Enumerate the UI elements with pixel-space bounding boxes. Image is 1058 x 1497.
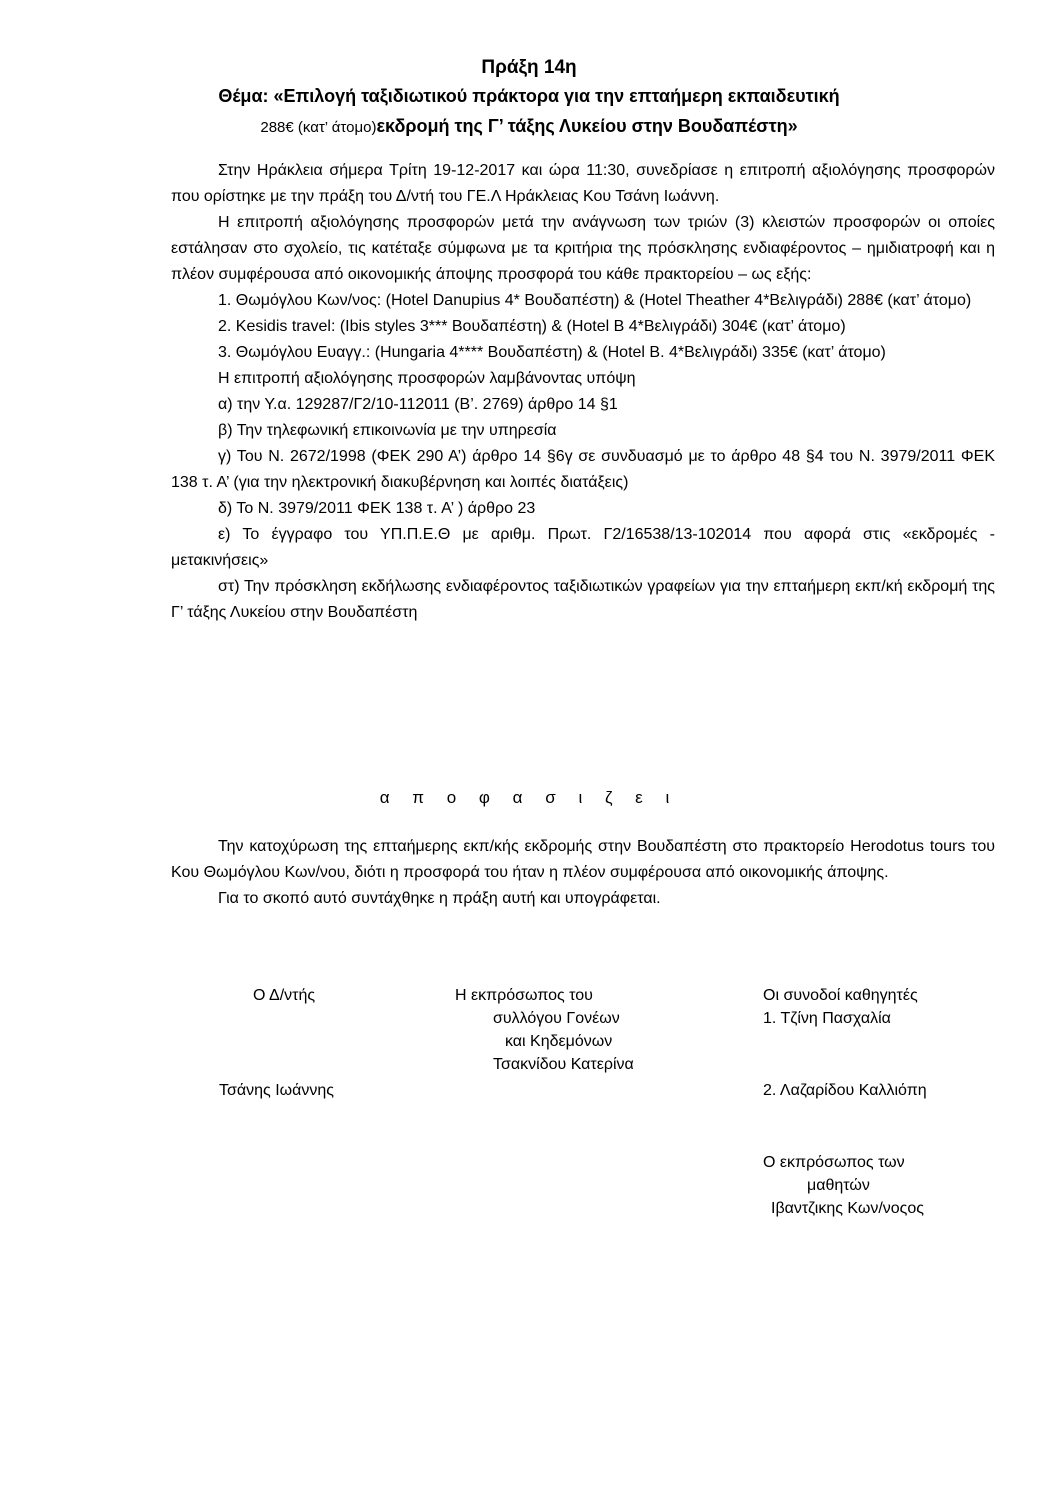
reference-f: στ) Την πρόσκληση εκδήλωσης ενδιαφέροντος ταξιδιωτικών γραφείων για την επταήμερη εκπ/κή εκδρομή της Γ’ τάξης Λυκείου στην Βουδαπέστη <box>171 578 995 621</box>
document-body <box>171 158 995 626</box>
signature-teacher-2 <box>763 1079 927 1102</box>
reference-e: ε) Το έγγραφο του ΥΠ.Π.Ε.Θ με αριθμ. Πρωτ. Γ2/16538/13-102014 που αφορά στις «εκδρομές - μετακινήσεις» <box>171 526 995 569</box>
parents-role-2: συλλόγου Γονέων <box>493 1010 620 1027</box>
students-role-2: μαθητών <box>807 1177 870 1194</box>
subject-line-1: Θέμα: «Επιλογή ταξιδιωτικού πράκτορα για την επταήμερη εκπαιδευτική <box>218 86 840 106</box>
signature-parents <box>455 984 685 1076</box>
teacher-1: 1. Τζίνη Πασχαλία <box>763 1010 891 1027</box>
paragraph-evaluation: Η επιτροπή αξιολόγησης προσφορών μετά την ανάγνωση των τριών (3) κλειστών προσφορών οι οποίες εστάλησαν στο σχολείο, τις κατέταξε σύμφωνα με τα κριτήρια της πρόσκλησης ενδιαφέροντος – ημιδιατροφή και η πλέον συμφέρουσα από οικονομικής άποψης προσφορά του κάθε πρακτορείου – ως εξής: <box>171 214 995 283</box>
conclusion-paragraph: Την κατοχύρωση της επταήμερης εκπ/κής εκδρομής στην Βουδαπέστη στο πρακτορείο Herodotus tours του Κου Θωμόγλου Κων/νου, διότι η προσφορά του ήταν η πλέον συμφέρουσα από οικονομικής άποψης. <box>171 838 995 881</box>
parents-role-1: Η εκπρόσωπος του <box>455 987 593 1004</box>
reference-d: δ) Το Ν. 3979/2011 ΦΕΚ 138 τ. Α’ ) άρθρο 23 <box>218 500 536 517</box>
reference-b: β) Την τηλεφωνική επικοινωνία με την υπηρεσία <box>218 422 557 439</box>
director-name: Τσάνης Ιωάννης <box>219 1082 334 1099</box>
parents-name: Τσακνίδου Κατερίνα <box>493 1056 634 1073</box>
subject-line-2 <box>0 116 1058 137</box>
reference-a: α) την Υ.α. 129287/Γ2/10-112011 (Β’. 2769) άρθρο 14 §1 <box>218 396 618 413</box>
director-role: Ο Δ/ντής <box>253 987 316 1004</box>
decision-heading: α π ο φ α σ ι ζ ε ι <box>379 788 679 807</box>
paragraph-considering: Η επιτροπή αξιολόγησης προσφορών λαμβάνοντας υπόψη <box>218 370 636 387</box>
teachers-role: Οι συνοδοί καθηγητές <box>763 987 918 1004</box>
offer-3: 3. Θωμόγλου Ευαγγ.: (Hungaria 4**** Βουδαπέστη) & (Hotel B. 4*Βελιγράδι) 335€ (κατ’ άτομο) <box>218 344 886 361</box>
subject-line-2-main: εκδρομή της Γ’ τάξης Λυκείου στην Βουδαπέστη» <box>376 116 798 136</box>
students-name: Ιβαντζικης Κων/νοςος <box>771 1200 924 1217</box>
signature-director-role <box>253 984 315 1007</box>
reference-c: γ) Του Ν. 2672/1998 (ΦΕΚ 290 Α’) άρθρο 14 §6γ σε συνδυασμό με το άρθρο 48 §4 του Ν. 3979/2011 ΦΕΚ 138 τ. Α’ (για την ηλεκτρονική διακυβέρνηση και λοιπές διατάξεις) <box>171 448 995 491</box>
closing-paragraph: Για το σκοπό αυτό συντάχθηκε η πράξη αυτή και υπογράφεται. <box>218 890 661 907</box>
offer-2: 2. Kesidis travel: (Ibis styles 3*** Βουδαπέστη) & (Hotel B 4*Βελιγράδι) 304€ (κατ’ άτομο) <box>218 318 846 335</box>
parents-role-3: και Κηδεμόνων <box>505 1033 613 1050</box>
signature-director-name <box>219 1079 334 1102</box>
signature-teachers <box>763 984 918 1030</box>
offer-1: 1. Θωμόγλου Κων/νος: (Hotel Danupius 4* Βουδαπέστη) & (Hotel Theather 4*Βελιγράδι) 288€ (κατ’ άτομο) <box>218 292 972 309</box>
paragraph-intro: Στην Ηράκλεια σήμερα Τρίτη 19-12-2017 και ώρα 11:30, συνεδρίασε η επιτροπή αξιολόγησης προσφορών που ορίστηκε με την πράξη του Δ/ντή του ΓΕ.Λ Ηράκλειας Κου Τσάνη Ιωάννη. <box>171 162 995 205</box>
teacher-2: 2. Λαζαρίδου Καλλιόπη <box>763 1082 927 1099</box>
document-title: Πράξη 14η <box>481 57 577 78</box>
conclusion-body <box>171 834 995 912</box>
subject-price-prefix: 288€ (κατ’ άτομο) <box>260 119 377 136</box>
students-role-1: Ο εκπρόσωπος των <box>763 1154 905 1171</box>
signature-students <box>763 1151 963 1220</box>
